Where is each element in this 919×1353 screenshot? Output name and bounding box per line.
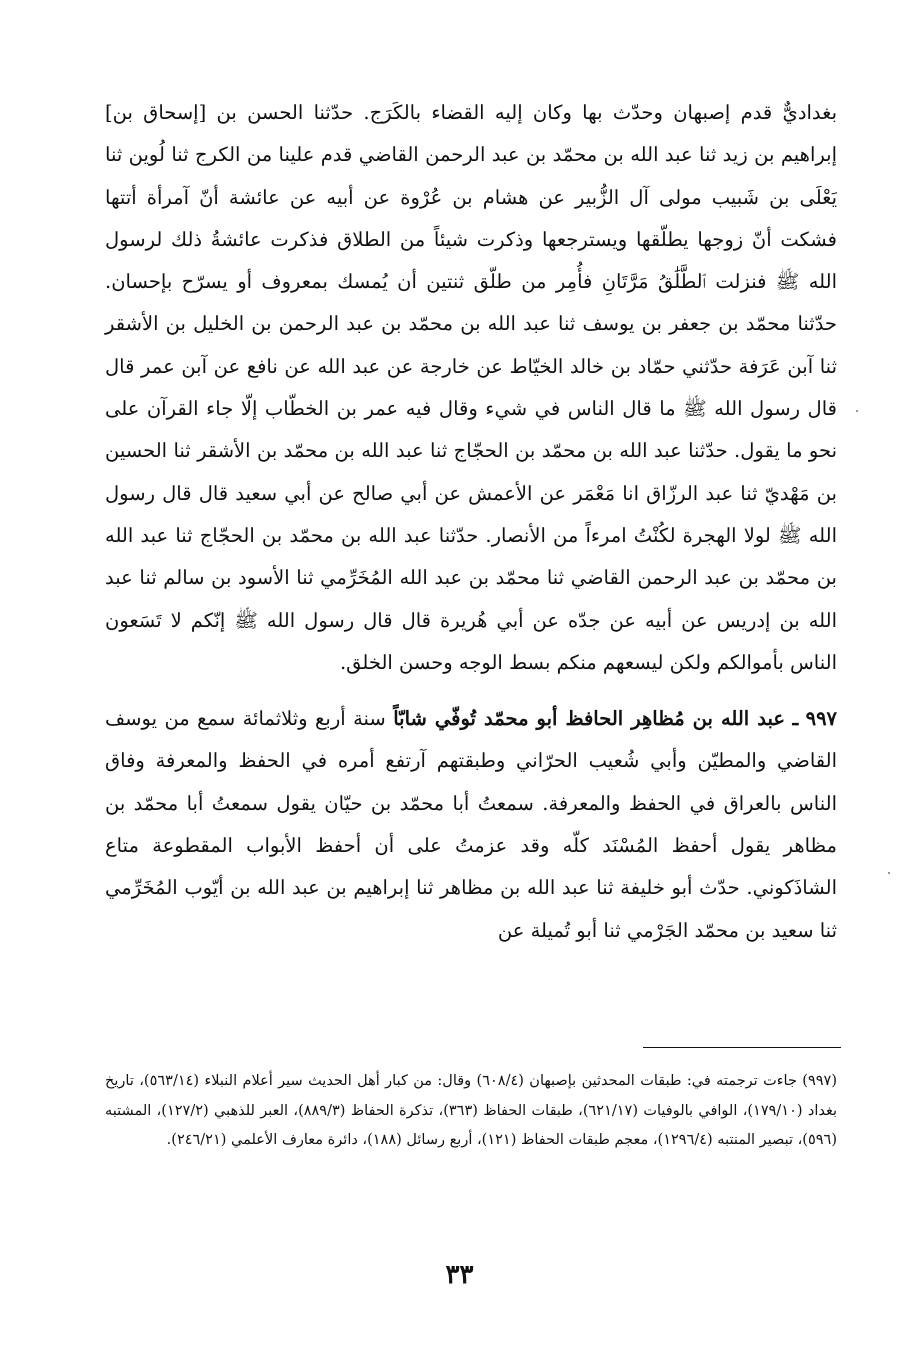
page-number: ٣٣ xyxy=(445,1260,474,1290)
entry-heading: عبد الله بن مُظاهِر الحافظ أبو محمّد تُوفّي شابّاً xyxy=(393,707,785,731)
entry-number: ٩٩٧ xyxy=(805,707,838,731)
entry-dash: ـ xyxy=(792,707,799,731)
scan-speck xyxy=(888,872,890,874)
main-text xyxy=(105,92,837,952)
entry-997-paragraph xyxy=(105,698,837,952)
footnote-separator xyxy=(643,1047,841,1048)
footnote: (٩٩٧) جاءت ترجمته في: طبقات المحدثين بإصبهان (٦٠٨/٤) وقال: من كبار أهل الحديث سير أعلام النبلاء (٥٦٣/١٤)، تاريخ بغداد (١٧٩/١٠)، الوافي بالوفيات (٦٢١/١٧)، طبقات الحفاظ (٣٦٣)، تذكرة الحفاظ (٨٨٩/٣)، العبر للذهبي (١٢٧/٢)، المشتبه (٥٩٦)، تبصير المنتبه (١٢٩٦/٤)، معجم طبقات الحفاظ (١٢١)، أربع رسائل (١٨٨)، دائرة معارف الأعلمي (٢٤٦/٢١). xyxy=(105,1073,837,1149)
continuation-paragraph: بغداديٌّ قدم إصبهان وحدّث بها وكان إليه القضاء بالكَرَج. حدّثنا الحسن بن [إسحاق بن] إبراهيم بن زيد ثنا عبد الله بن محمّد بن عبد الرحمن القاضي قدم علينا من الكرج ثنا لُوين ثنا يَعْلَى بن شَبيب مولى آل الزُّبير عن هشام بن عُرْوة عن أبيه عن عائشة أنّ آمرأة أتتها فشكت أنّ زوجها يطلّقها ويسترجعها وذكرت شيئاً من الطلاق فذكرت عائشةُ ذلك لرسول الله ﷺ فنزلت ٱلطَّلَٰقُ مَرَّتَانِ فأُمِر من طلّق ثنتين أن يُمسك بمعروف أو يسرّح بإحسان. حدّثنا محمّد بن جعفر بن يوسف ثنا عبد الله بن محمّد بن عبد الرحمن بن الخليل بن الأشقر ثنا آبن عَرَفة حدّثني حمّاد بن خالد الخيّاط عن خارجة عن عبد الله عن نافع عن آبن عمر قال قال رسول الله ﷺ ما قال الناس في شيء وقال فيه عمر بن الخطّاب إلّا جاء القرآن على نحو ما يقول. حدّثنا عبد الله بن محمّد بن الحجّاج ثنا عبد الله بن محمّد بن الأشقر ثنا الحسين بن مَهْديّ ثنا عبد الرزّاق انا مَعْمَر عن الأعمش عن أبي صالح عن أبي سعيد قال قال رسول الله ﷺ لولا الهجرة لكُنْتُ امرءاً من الأنصار. حدّثنا عبد الله بن محمّد بن الحجّاج ثنا عبد الله بن محمّد بن عبد الرحمن القاضي ثنا محمّد بن عبد الله المُخَرِّمي ثنا الأسود بن سالم ثنا عبد الله بن إدريس عن أبيه عن جدّه عن أبي هُريرة قال قال رسول الله ﷺ إنّكم لا تَسَعون الناس بأموالكم ولكن ليسعهم منكم بسط الوجه وحسن الخلق. xyxy=(105,101,837,674)
entry-text: سنة أربع وثلاثمائة سمع من يوسف القاضي والمطيّن وأبي شُعيب الحرّاني وطبقتهم آرتفع أمره في الحفظ والمعرفة وفاق الناس بالعراق في الحفظ والمعرفة. سمعتُ أبا محمّد بن حيّان يقول سمعتُ أبا محمّد بن مظاهر يقول أحفظ المُسْنَد كلّه وقد عزمتُ على أن أحفظ الأبواب المقطوعة متاع الشاذَكوني. حدّث أبو خليفة ثنا عبد الله بن مظاهر ثنا إبراهيم بن عبد الله بن أيّوب المُخَرِّمي ثنا سعيد بن محمّد الجَرْمي ثنا أبو تُميلة عن xyxy=(105,707,837,942)
scan-speck xyxy=(856,410,858,412)
